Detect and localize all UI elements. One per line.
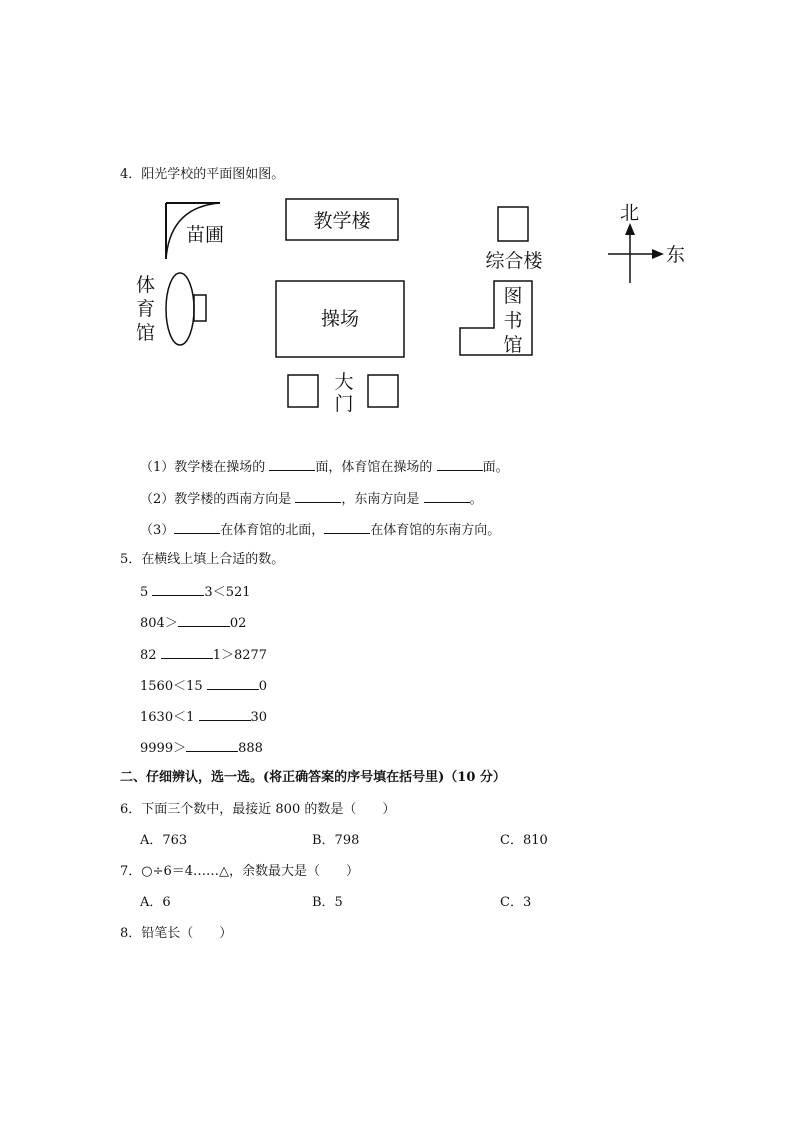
complex-building	[485, 207, 543, 272]
compass	[608, 202, 685, 283]
q4-sub1-blank1[interactable]	[269, 458, 315, 471]
q7-option-b[interactable]: B．5	[312, 895, 343, 910]
gym-label-2: 育	[136, 298, 156, 320]
playground	[276, 281, 404, 357]
q5-blank[interactable]	[152, 583, 204, 596]
q5-blank[interactable]	[161, 646, 213, 659]
east-label: 东	[666, 244, 686, 266]
q4-sub3-blank1[interactable]	[174, 521, 220, 534]
q5-blank[interactable]	[178, 614, 230, 627]
gym-label-3: 馆	[136, 322, 156, 344]
q6-title: 6．下面三个数中，最接近 800 的数是（ ）	[120, 802, 396, 817]
q5-blank[interactable]	[199, 708, 251, 721]
library-label-2: 书	[503, 310, 523, 332]
q4-sub1-blank2[interactable]	[437, 458, 483, 471]
teaching-building	[286, 199, 398, 240]
gate-label-1: 大	[334, 371, 354, 393]
nursery-plot	[166, 203, 224, 259]
complex-building-label: 综合楼	[485, 250, 543, 272]
q5-title: 5．在横线上填上合适的数。	[120, 552, 285, 567]
q4-title: 4．阳光学校的平面图如图。	[120, 167, 285, 182]
q6-option-b[interactable]: B．798	[312, 833, 360, 848]
q4-sub2: （2）教学楼的西南方向是 ，东南方向是 。	[140, 492, 483, 507]
q4-sub3-blank2[interactable]	[324, 521, 370, 534]
q5-blank[interactable]	[186, 739, 238, 752]
q4-sub1: （1）教学楼在操场的 面，体育馆在操场的 面。	[140, 460, 509, 475]
q7-title: 7．○÷6＝4……△，余数最大是（ ）	[120, 864, 360, 879]
q5-row: 1560＜15 0	[140, 679, 268, 694]
q5-row: 9999＞ 888	[140, 741, 263, 756]
gate-label-2: 门	[334, 393, 354, 415]
section-2-heading: 二、仔细辨认，选一选。(将正确答案的序号填在括号里)（10 分）	[120, 770, 506, 785]
q5-row: 1630＜1 30	[140, 710, 268, 725]
east-arrow-icon	[652, 249, 664, 259]
q7-option-a[interactable]: A．6	[140, 895, 171, 910]
q6-option-c[interactable]: C．810	[500, 833, 548, 848]
gym	[136, 273, 206, 345]
q5-row: 5 3＜521	[140, 585, 251, 600]
north-arrow-icon	[625, 223, 635, 235]
gate	[288, 371, 398, 415]
q4-sub2-blank2[interactable]	[424, 490, 470, 503]
library-label-1: 图	[503, 285, 523, 307]
teaching-building-label: 教学楼	[313, 210, 371, 232]
school-map	[120, 195, 700, 425]
gym-label-1: 体	[136, 274, 156, 296]
q5-blank[interactable]	[207, 677, 259, 690]
library	[460, 281, 532, 356]
q4-sub2-blank1[interactable]	[295, 490, 341, 503]
playground-label: 操场	[320, 308, 360, 330]
q5-row: 804＞ 02	[140, 616, 247, 631]
nursery-label: 苗圃	[186, 224, 225, 246]
library-label-3: 馆	[503, 334, 523, 356]
q4-sub3: （3） 在体育馆的北面， 在体育馆的东南方向。	[140, 523, 501, 538]
north-label: 北	[620, 202, 640, 224]
q8-title: 8．铅笔长（ ）	[120, 926, 233, 941]
q6-option-a[interactable]: A．763	[140, 833, 188, 848]
q7-option-c[interactable]: C．3	[500, 895, 532, 910]
q5-row: 82 1＞8277	[140, 648, 268, 663]
